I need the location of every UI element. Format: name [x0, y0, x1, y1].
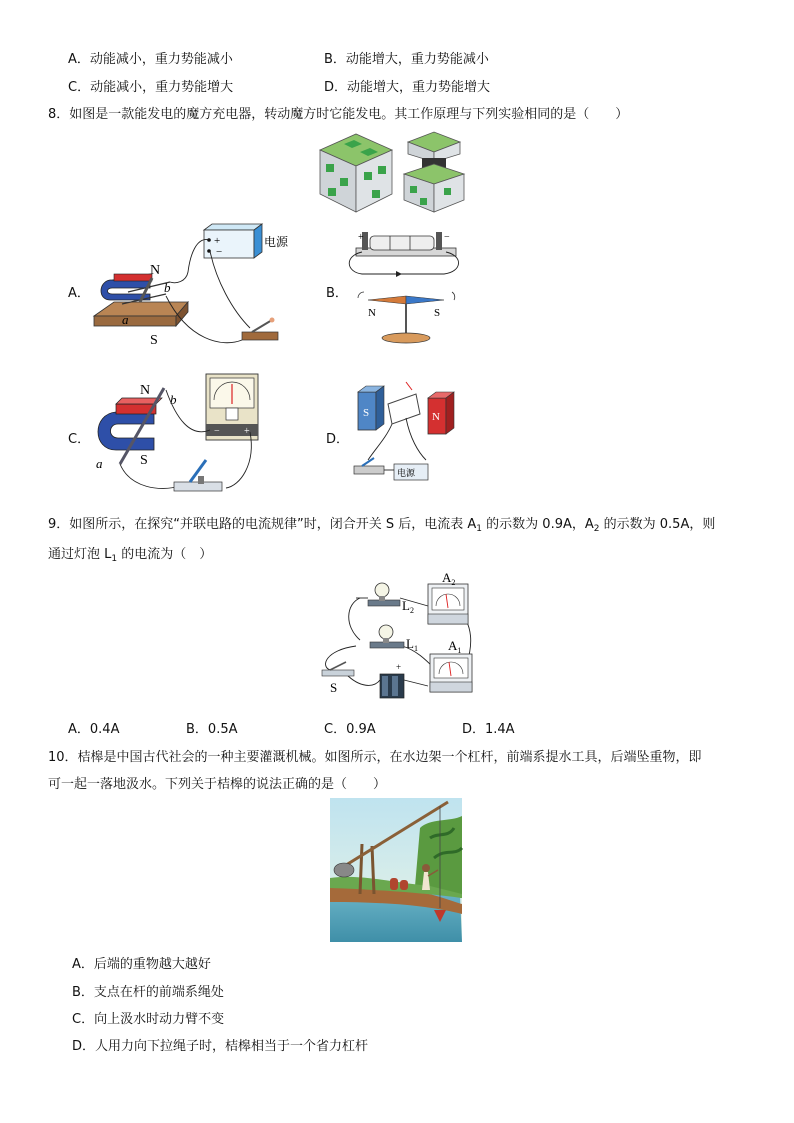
q8-option-a-label: A．	[68, 286, 90, 301]
svg-text:+: +	[244, 426, 250, 437]
q7-option-c: C．动能减小，重力势能增大	[68, 80, 234, 95]
fig-a-north-label: N	[150, 263, 161, 278]
q7-option-a: A．动能减小，重力势能减小	[68, 52, 233, 67]
q9-stem-line1: 9．如图所示，在探究“并联电路的电流规律”时，闭合开关 S 后，电流表 $A_1$ 的示数为 0.9A，$A_2$ 的示数为 0.5A，则	[48, 517, 716, 534]
fig-b-north-label: N	[368, 307, 376, 319]
fig-d-north-label: N	[432, 411, 440, 423]
ammeter-a2-label: $A_2$	[442, 570, 456, 587]
q7-option-d: D．动能增大，重力势能增大	[324, 80, 491, 95]
fig-d-south-label: S	[363, 407, 370, 419]
figure-c-induction-galvanometer	[90, 368, 270, 502]
q9-stem-line2: 通过灯泡 $L_1$ 的电流为（ ）	[48, 547, 213, 564]
svg-text:−: −	[214, 426, 220, 437]
q8-option-b-label: B．	[326, 286, 348, 301]
fig-a-power-label: 电源	[264, 235, 289, 249]
q7-option-b: B．动能增大，重力势能减小	[324, 52, 489, 67]
magic-cube-image	[316, 128, 468, 214]
fig-a-minus-sign: −	[216, 246, 223, 258]
fig-d-power-label: 电源	[397, 469, 416, 479]
q10-option-c: C．向上汲水时动力臂不变	[72, 1012, 225, 1027]
fig-c-south-label: S	[140, 453, 148, 468]
q10-option-b: B．支点在杆的前端系绳处	[72, 985, 224, 1000]
figure-a-generator-circuit	[92, 220, 302, 350]
q9-option-a: A．0.4A	[68, 722, 120, 737]
shadoof-illustration	[330, 798, 462, 942]
q9-option-b: B．0.5A	[186, 722, 238, 737]
fig-a-a-label: a	[122, 312, 129, 327]
q9-option-d: D．1.4A	[462, 722, 515, 737]
fig-c-north-label: N	[140, 383, 151, 398]
q10-option-d: D．人用力向下拉绳子时，桔槔相当于一个省力杠杆	[72, 1039, 369, 1054]
lamp-l1-label: $L_1$	[406, 636, 418, 653]
lamp-l2-label: $L_2$	[402, 598, 414, 615]
fig-b-plus-sign: +	[358, 232, 364, 243]
q8-option-c-label: C．	[68, 432, 91, 447]
q8-stem: 8．如图是一款能发电的魔方充电器，转动魔方时它能发电。其工作原理与下列实验相同的是（ ）	[48, 107, 629, 122]
fig-a-b-label: b	[164, 280, 171, 295]
switch-s-label: S	[330, 680, 338, 695]
q10-stem-line2: 可一起一落地汲水。下列关于桔槔的说法正确的是（ ）	[48, 777, 387, 792]
fig-b-minus-sign: −	[444, 232, 450, 243]
q9-option-c: C．0.9A	[324, 722, 376, 737]
fig-a-south-label: S	[150, 333, 158, 348]
figure-d-motor	[346, 378, 466, 490]
q8-option-d-label: D．	[326, 432, 350, 447]
q10-stem-line1: 10．桔槔是中国古代社会的一种主要灌溉机械。如图所示，在水边架一个杠杆，前端系提水工具，后端坠重物，即	[48, 750, 702, 765]
figure-parallel-circuit	[316, 570, 480, 702]
ammeter-a1-label: $A_1$	[448, 638, 462, 655]
fig-b-south-label: S	[434, 307, 441, 319]
fig-c-a-label: a	[96, 456, 103, 471]
fig-a-plus-sign: +	[214, 235, 221, 247]
fig-c-b-label: b	[170, 392, 177, 407]
q10-option-a: A．后端的重物越大越好	[72, 957, 211, 972]
svg-text:+: +	[396, 662, 402, 672]
figure-b-oersted-experiment	[348, 226, 468, 350]
